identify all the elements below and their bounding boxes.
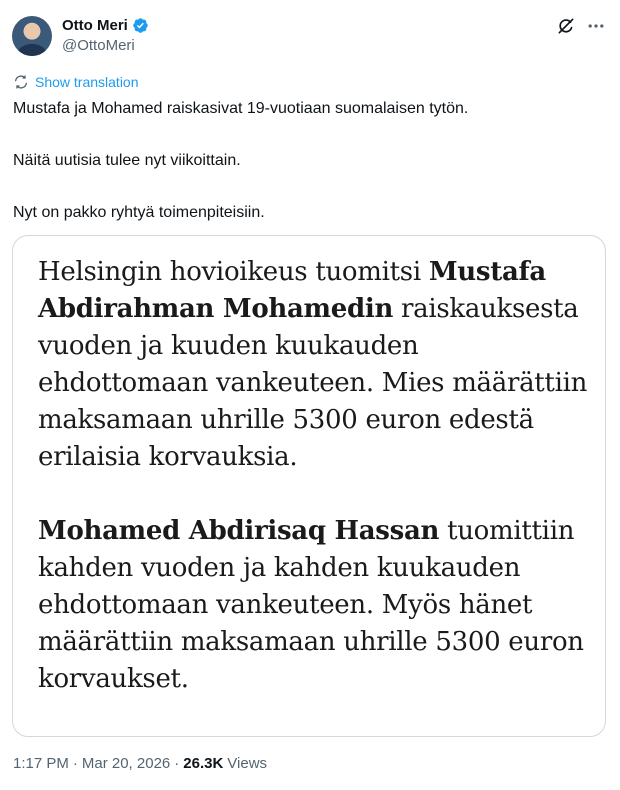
author-name-row <box>62 17 149 34</box>
image-paragraph-1 <box>38 254 593 476</box>
tweet-meta <box>13 755 267 772</box>
show-translation-link[interactable] <box>13 74 139 90</box>
views-count: 26.3K <box>183 755 224 772</box>
author-name[interactable]: Otto Meri <box>62 17 128 34</box>
verified-badge-icon <box>132 17 149 34</box>
avatar[interactable] <box>12 16 52 56</box>
views-label: Views <box>227 755 268 772</box>
more-options-icon[interactable] <box>586 16 606 36</box>
translate-icon <box>13 74 29 90</box>
meta-separator: · <box>72 755 78 772</box>
grok-icon[interactable] <box>556 16 576 36</box>
tweet-text <box>13 99 603 223</box>
meta-separator-2: · <box>174 755 180 772</box>
tweet-line-3: Nyt on pakko ryhtyä toimenpiteisiin. <box>13 204 265 221</box>
image-paragraph-2 <box>38 513 593 698</box>
tweet-time[interactable]: 1:17 PM <box>13 755 69 772</box>
tweet-image[interactable] <box>12 235 606 737</box>
tweet-line-1: Mustafa ja Mohamed raiskasivat 19-vuotiaan suomalaisen tytön. <box>13 100 469 117</box>
image-article-text <box>38 254 593 698</box>
image-p2-name: Mohamed Abdirisaq Hassan <box>38 516 440 546</box>
image-p1-rest: raiskauksesta vuoden ja kuuden kuukauden ehdottomaan vankeuteen. Mies määrättiin maksamaan uhrille 5300 euron edestä erilaisia korvauksia. <box>38 294 588 472</box>
author-handle[interactable]: @OttoMeri <box>62 37 135 54</box>
tweet-line-2: Näitä uutisia tulee nyt viikoittain. <box>13 152 241 169</box>
image-p1-intro: Helsingin hovioikeus tuomitsi <box>38 257 429 287</box>
tweet-header <box>12 12 608 58</box>
tweet-date[interactable]: Mar 20, 2026 <box>81 755 171 772</box>
show-translation-label[interactable]: Show translation <box>35 74 139 90</box>
image-p2-rest: tuomittiin kahden vuoden ja kahden kuukauden ehdottomaan vankeuteen. Myös hänet määrättiin maksamaan uhrille 5300 euron korvaukset. <box>38 516 584 694</box>
image-p1-name: Mustafa Abdirahman Mohamedin <box>38 257 546 324</box>
